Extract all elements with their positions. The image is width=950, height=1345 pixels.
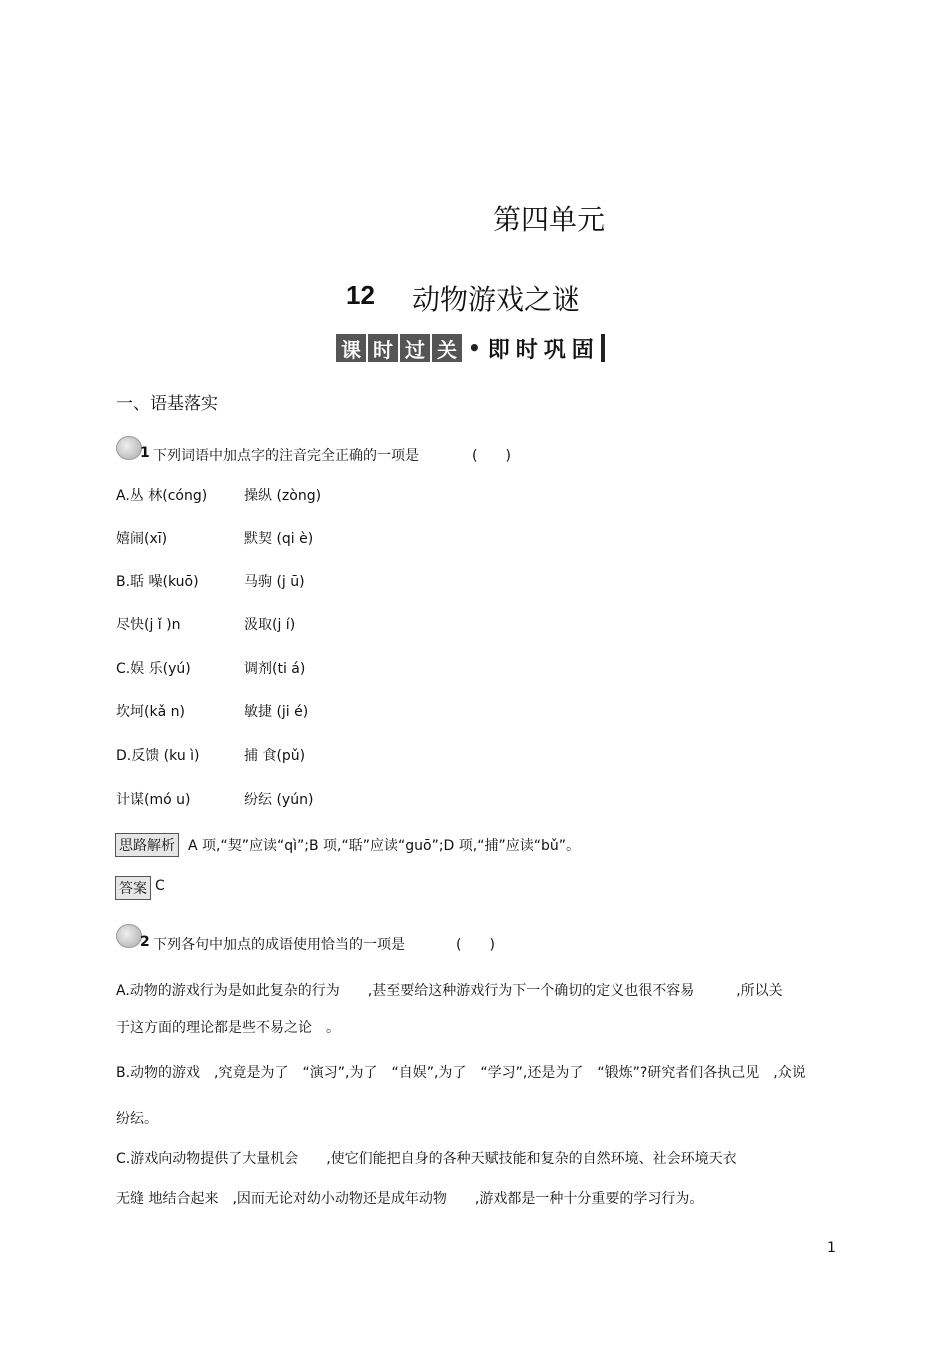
q1-option-a1: A.丛 林(cóng) (116, 488, 208, 504)
q1-option-a3: 嬉闹(xī) (116, 531, 168, 547)
banner-char: 过 (400, 334, 430, 362)
q1-number: 1 (140, 445, 150, 461)
lesson-number: 12 (346, 280, 375, 310)
q2-line: A.动物的游戏行为是如此复杂的行为 ,甚至要给这种游戏行为下一个确切的定义也很不容易 ,所以关 (116, 983, 783, 999)
banner-char: 课 (336, 334, 366, 362)
banner-bar (601, 334, 605, 362)
question-marker-icon (116, 924, 142, 948)
analysis-label: 思路解析 (115, 833, 179, 857)
q2-line: 纷纭。 (116, 1111, 158, 1127)
banner-char: 关 (432, 334, 462, 362)
q1-option-c1: C.娱 乐(yú) (116, 661, 191, 677)
q2-line: 无缝 地结合起来 ,因而无论对幼小动物还是成年动物 ,游戏都是一种十分重要的学习行为。 (116, 1191, 704, 1207)
q1-option-a2: 操纵 (zòng) (244, 488, 322, 504)
unit-title: 第四单元 (493, 203, 606, 236)
q2-line: C.游戏向动物提供了大量机会 ,使它们能把自身的各种天赋技能和复杂的自然环境、社会环境天衣 (116, 1151, 737, 1167)
banner-char: 时 (515, 337, 538, 363)
banner-dot: • (468, 336, 481, 360)
q1-option-d2: 捕 食(pǔ) (244, 748, 306, 764)
banner-char: 固 (571, 337, 594, 363)
q1-stem: 下列词语中加点字的注音完全正确的一项是 (153, 448, 419, 464)
q1-paren: ( ) (472, 448, 511, 464)
q1-option-d1: D.反馈 (ku ì) (116, 748, 200, 764)
banner-char: 时 (368, 334, 398, 362)
lesson-title: 动物游戏之谜 (412, 283, 581, 316)
q2-line: B.动物的游戏 ,究竟是为了 “演习”,为了 “自娱”,为了 “学习”,还是为了 “锻炼”?研究者们各执己见 ,众说 (116, 1065, 806, 1081)
q2-paren: ( ) (456, 937, 495, 953)
section-banner (336, 334, 605, 362)
answer-value: C (155, 878, 165, 894)
q1-option-b2: 马驹 (j ū) (244, 574, 305, 590)
analysis-text: A 项,“契”应读“qì”;B 项,“聒”应读“guō”;D 项,“捕”应读“bǔ”。 (188, 838, 580, 854)
q1-option-d3: 计谋(mó u) (116, 792, 191, 808)
answer-label: 答案 (115, 876, 151, 900)
q1-option-a4: 默契 (qi è) (244, 531, 314, 547)
q2-stem: 下列各句中加点的成语使用恰当的一项是 (153, 937, 405, 953)
q1-option-b1: B.聒 噪(kuō) (116, 574, 199, 590)
q1-option-b4: 汲取(j í) (244, 617, 296, 633)
q1-option-c3: 坎坷(kǎ n) (116, 704, 185, 720)
q2-line: 于这方面的理论都是些不易之论 。 (116, 1020, 340, 1036)
banner-char: 巩 (543, 337, 566, 363)
banner-char: 即 (487, 337, 510, 363)
q1-option-b3: 尽快(j ǐ )n (116, 617, 181, 633)
section-title: 一、语基落实 (116, 394, 218, 414)
question-marker-icon (116, 436, 142, 460)
q1-option-d4: 纷纭 (yún) (244, 792, 314, 808)
q1-option-c2: 调剂(ti á) (244, 661, 306, 677)
q2-number: 2 (140, 934, 150, 950)
page-number: 1 (827, 1240, 836, 1256)
q1-option-c4: 敏捷 (ji é) (244, 704, 309, 720)
